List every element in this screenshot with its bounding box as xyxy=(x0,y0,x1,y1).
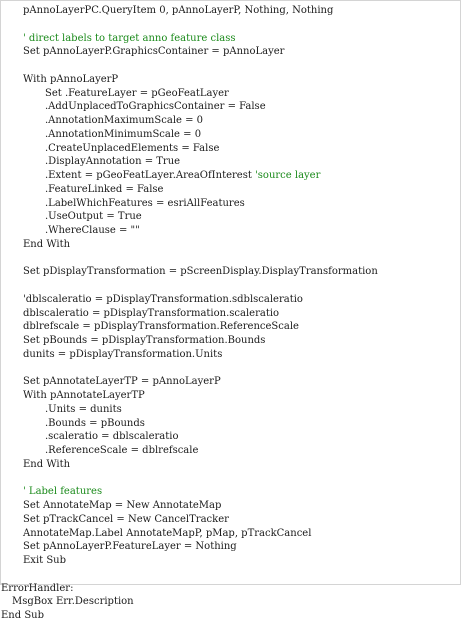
blank-line xyxy=(1,279,378,293)
code-line xyxy=(1,485,378,499)
code-line xyxy=(1,32,378,46)
code-line xyxy=(1,403,378,417)
code-text: .DisplayAnnotation = True xyxy=(45,156,181,168)
code-line xyxy=(1,197,378,211)
code-text: dblrefscale = pDisplayTransformation.ReferenceScale xyxy=(23,321,299,333)
code-text: MsgBox Err.Description xyxy=(12,596,134,608)
code-text: .ReferenceScale = dblrefscale xyxy=(45,445,199,456)
code-line xyxy=(1,307,378,321)
code-text: .UseOutput = True xyxy=(45,211,142,223)
blank-line xyxy=(1,362,378,376)
code-line xyxy=(1,348,378,362)
code-text: Set pAnnoLayerP.GraphicsContainer = pAnnoLayer xyxy=(23,46,285,58)
code-line xyxy=(1,155,378,169)
code-text: .scaleratio = dblscaleratio xyxy=(45,431,179,443)
code-text: Set .FeatureLayer = pGeoFeatLayer xyxy=(45,87,229,99)
code-line xyxy=(1,582,378,596)
code-line xyxy=(1,224,378,238)
code-line xyxy=(1,595,378,609)
code-text: .AnnotationMinimumScale = 0 xyxy=(45,128,202,140)
code-text: pAnnoLayerPC.QueryItem 0, pAnnoLayerP, Nothing, Nothing xyxy=(23,5,334,16)
code-listing xyxy=(1,4,378,623)
code-text: .FeatureLinked = False xyxy=(45,183,164,195)
code-line xyxy=(1,142,378,156)
code-line xyxy=(1,128,378,142)
code-line xyxy=(1,458,378,472)
blank-line xyxy=(1,252,378,266)
code-text: Exit Sub xyxy=(23,555,67,566)
code-text: .AddUnplacedToGraphicsContainer = False xyxy=(45,101,266,113)
code-line xyxy=(1,527,378,541)
code-line xyxy=(1,169,378,183)
code-line xyxy=(1,430,378,444)
code-comment: 'source layer xyxy=(255,170,321,181)
code-comment: ' direct labels to target anno feature class xyxy=(23,32,236,44)
blank-line xyxy=(1,18,378,32)
code-line xyxy=(1,444,378,458)
code-line xyxy=(1,554,378,568)
code-line xyxy=(1,334,378,348)
code-text: Set pDisplayTransformation = pScreenDisplay.DisplayTransformation xyxy=(23,266,378,278)
code-text: .Bounds = pBounds xyxy=(45,417,145,429)
code-text: Set pAnnoLayerP.FeatureLayer = Nothing xyxy=(23,541,237,553)
code-text: End With xyxy=(23,458,71,470)
code-text: With pAnnotateLayerTP xyxy=(23,390,145,401)
code-text: End With xyxy=(23,238,71,250)
code-line xyxy=(1,45,378,59)
code-line xyxy=(1,4,378,18)
code-text: .Extent = pGeoFeatLayer.AreaOfInterest xyxy=(45,170,256,181)
code-text: AnnotateMap.Label AnnotateMapP, pMap, pTrackCancel xyxy=(23,527,312,539)
blank-line xyxy=(1,472,378,486)
code-line xyxy=(1,375,378,389)
code-text: dblscaleratio = pDisplayTransformation.scaleratio xyxy=(23,307,280,319)
code-line xyxy=(1,265,378,279)
code-text: .CreateUnplacedElements = False xyxy=(45,142,220,154)
code-text: .WhereClause = "" xyxy=(45,225,140,236)
code-line xyxy=(1,183,378,197)
code-line xyxy=(1,87,378,101)
code-text: Set pTrackCancel = New CancelTracker xyxy=(23,513,229,525)
code-text: With pAnnoLayerP xyxy=(23,73,119,85)
code-line xyxy=(1,293,378,307)
code-text: Set pBounds = pDisplayTransformation.Bounds xyxy=(23,335,266,346)
code-line xyxy=(1,513,378,527)
code-line xyxy=(1,389,378,403)
code-text: .AnnotationMaximumScale = 0 xyxy=(45,115,204,126)
code-line xyxy=(1,114,378,128)
code-text: .LabelWhichFeatures = esriAllFeatures xyxy=(45,197,245,209)
blank-line xyxy=(1,59,378,73)
code-line xyxy=(1,210,378,224)
code-line xyxy=(1,540,378,554)
code-line xyxy=(1,417,378,431)
code-line xyxy=(1,100,378,114)
blank-line xyxy=(1,568,378,582)
code-line xyxy=(1,238,378,252)
code-text: Set AnnotateMap = New AnnotateMap xyxy=(23,500,222,511)
code-text: .Units = dunits xyxy=(45,403,122,415)
code-comment: ' Label features xyxy=(23,486,103,498)
code-line xyxy=(1,73,378,87)
code-text: End Sub xyxy=(1,610,45,621)
code-text: Set pAnnotateLayerTP = pAnnoLayerP xyxy=(23,376,221,388)
code-line xyxy=(1,609,378,623)
code-text: ErrorHandler: xyxy=(1,582,74,594)
code-text: 'dblscaleratio = pDisplayTransformation.sdblscaleratio xyxy=(23,293,303,305)
code-text: dunits = pDisplayTransformation.Units xyxy=(23,348,223,360)
code-line xyxy=(1,499,378,513)
code-line xyxy=(1,320,378,334)
